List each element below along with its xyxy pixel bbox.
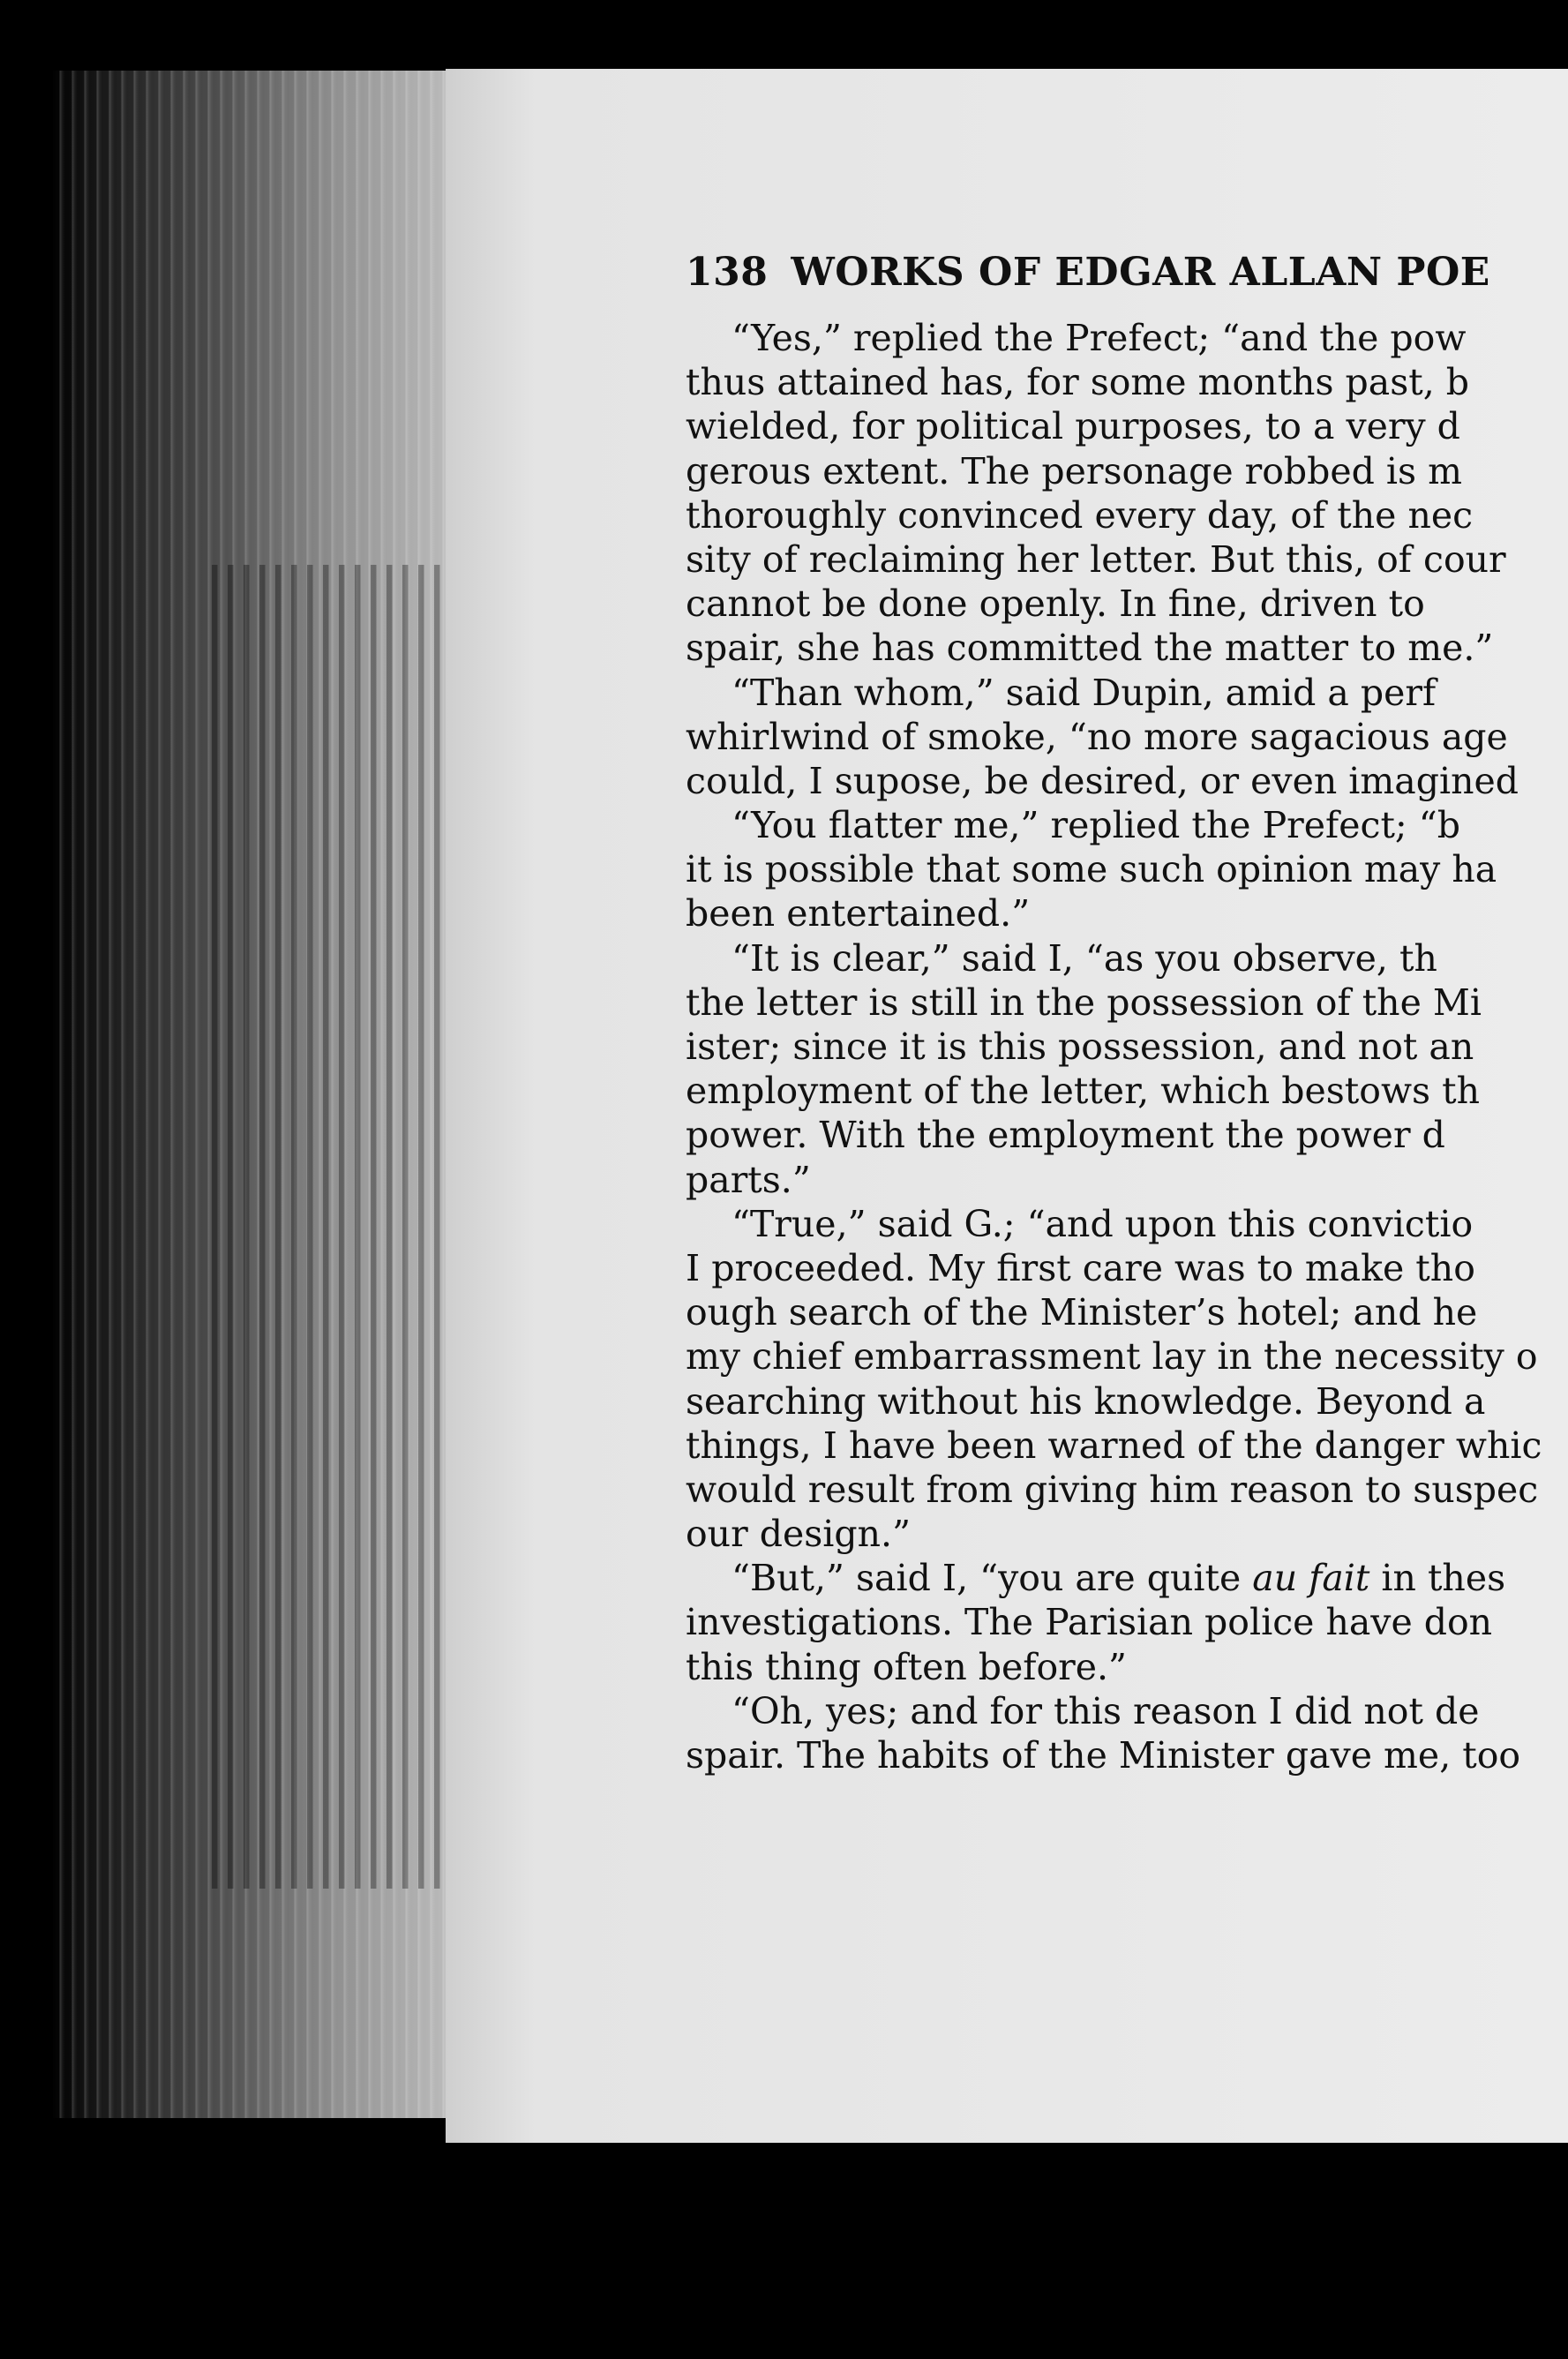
page-content bbox=[686, 250, 1568, 1777]
text-line: things, I have been warned of the danger whic bbox=[686, 1424, 1542, 1467]
text-run: “But,” said I, “you are quite bbox=[731, 1557, 1253, 1600]
text-line: “Oh, yes; and for this reason I did not de bbox=[731, 1689, 1480, 1732]
text-line: ister; since it is this possession, and not an bbox=[686, 1025, 1474, 1068]
text-line: employment of the letter, which bestows th bbox=[686, 1070, 1480, 1113]
text-line: could, I supose, be desired, or even imagined bbox=[686, 759, 1519, 802]
text-line: gerous extent. The personage robbed is m bbox=[686, 449, 1462, 492]
text-line: investigations. The Parisian police have don bbox=[686, 1601, 1493, 1644]
book-binding-edge bbox=[53, 71, 459, 2118]
text-line: been entertained.” bbox=[686, 892, 1031, 935]
paragraph bbox=[686, 316, 1568, 671]
text-line: it is possible that some such opinion may ha bbox=[686, 848, 1497, 891]
text-line: thus attained has, for some months past, b bbox=[686, 361, 1470, 404]
text-line: the letter is still in the possession of the Mi bbox=[686, 980, 1482, 1024]
text-line: our design.” bbox=[686, 1513, 912, 1556]
text-line: power. With the employment the power d bbox=[686, 1114, 1445, 1157]
text-line: spair, she has committed the matter to me.” bbox=[686, 627, 1494, 670]
text-line: “True,” said G.; “and upon this convictio bbox=[731, 1202, 1474, 1245]
text-line: parts.” bbox=[686, 1158, 811, 1201]
text-line: searching without his knowledge. Beyond a bbox=[686, 1379, 1486, 1423]
text-line: “Than whom,” said Dupin, amid a perf bbox=[731, 671, 1437, 714]
text-line: I proceeded. My first care was to make tho bbox=[686, 1246, 1475, 1289]
text-line: “Yes,” replied the Prefect; “and the pow bbox=[731, 317, 1467, 359]
text-line: “It is clear,” said I, “as you observe, th bbox=[731, 936, 1437, 980]
page-number: 138 bbox=[686, 250, 769, 295]
text-line bbox=[686, 1556, 1568, 1600]
text-run: in thes bbox=[1369, 1557, 1506, 1600]
text-line: wielded, for political purposes, to a very d bbox=[686, 405, 1460, 448]
text-line: ough search of the Minister’s hotel; and he bbox=[686, 1291, 1478, 1334]
paragraph bbox=[686, 1689, 1568, 1777]
text-line: thoroughly convinced every day, of the nec bbox=[686, 493, 1474, 537]
running-header bbox=[686, 250, 1568, 295]
text-line: my chief embarrassment lay in the necessity o bbox=[686, 1335, 1538, 1379]
paragraph bbox=[686, 1202, 1568, 1557]
paragraph bbox=[686, 1556, 1568, 1689]
text-line: “You flatter me,” replied the Prefect; “b bbox=[731, 804, 1460, 847]
paragraph bbox=[686, 803, 1568, 936]
paragraph bbox=[686, 936, 1568, 1202]
text-line: this thing often before.” bbox=[686, 1645, 1128, 1688]
text-line: sity of reclaiming her letter. But this, of cour bbox=[686, 537, 1506, 581]
text-line: would result from giving him reason to suspec bbox=[686, 1468, 1539, 1511]
italic-text-run: au fait bbox=[1252, 1557, 1370, 1600]
running-title: WORKS OF EDGAR ALLAN POE bbox=[791, 250, 1490, 295]
text-line: cannot be done openly. In fine, driven to bbox=[686, 582, 1425, 626]
paragraph bbox=[686, 671, 1568, 804]
text-line: spair. The habits of the Minister gave me, too bbox=[686, 1734, 1521, 1777]
book-page bbox=[446, 69, 1568, 2143]
text-line: whirlwind of smoke, “no more sagacious age bbox=[686, 715, 1508, 758]
